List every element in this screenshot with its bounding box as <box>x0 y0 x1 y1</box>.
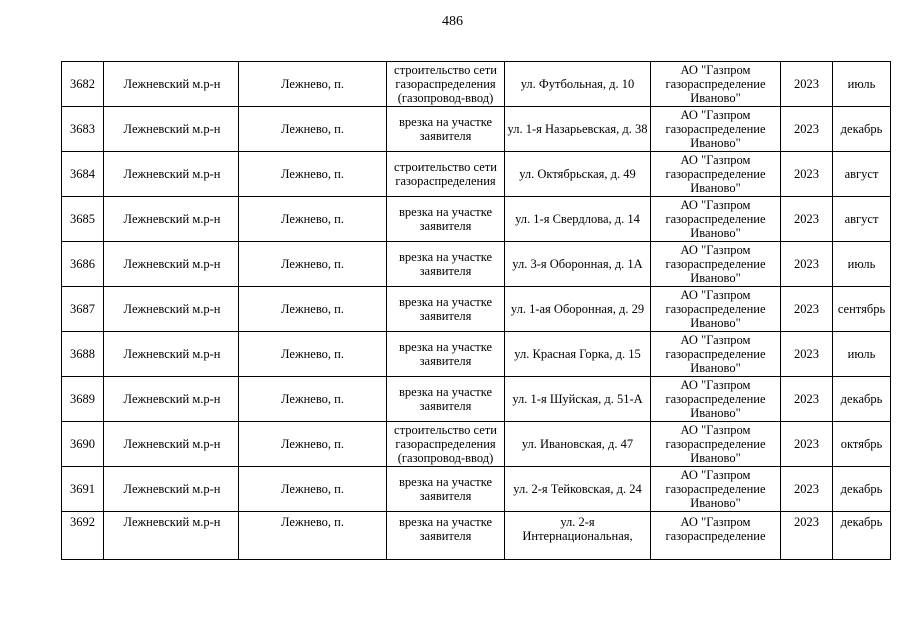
work-type-cell: строительство сети газораспределения (газопровод-ввод) <box>387 62 505 107</box>
organization-cell: АО "Газпром газораспределение <box>651 512 781 560</box>
district-cell: Лежневский м.р-н <box>104 152 239 197</box>
year-cell: 2023 <box>781 332 833 377</box>
year-cell: 2023 <box>781 62 833 107</box>
locality-cell: Лежнево, п. <box>239 197 387 242</box>
page-number: 486 <box>442 14 463 29</box>
work-type-cell: строительство сети газораспределения <box>387 152 505 197</box>
locality-cell: Лежнево, п. <box>239 62 387 107</box>
address-cell: ул. Ивановская, д. 47 <box>505 422 651 467</box>
table-row <box>62 332 891 377</box>
month-cell: декабрь <box>833 377 891 422</box>
table-row <box>62 377 891 422</box>
row-number-cell: 3689 <box>62 377 104 422</box>
year-cell: 2023 <box>781 287 833 332</box>
month-cell: сентябрь <box>833 287 891 332</box>
organization-cell: АО "Газпром газораспределение Иваново" <box>651 242 781 287</box>
organization-cell: АО "Газпром газораспределение Иваново" <box>651 107 781 152</box>
table-body <box>62 62 891 560</box>
address-cell: ул. Красная Горка, д. 15 <box>505 332 651 377</box>
month-cell: декабрь <box>833 512 891 560</box>
address-cell: ул. 1-я Свердлова, д. 14 <box>505 197 651 242</box>
month-cell: июль <box>833 242 891 287</box>
district-cell: Лежневский м.р-н <box>104 377 239 422</box>
work-type-cell: врезка на участке заявителя <box>387 197 505 242</box>
year-cell: 2023 <box>781 197 833 242</box>
row-number-cell: 3686 <box>62 242 104 287</box>
month-cell: август <box>833 152 891 197</box>
district-cell: Лежневский м.р-н <box>104 62 239 107</box>
work-type-cell: врезка на участке заявителя <box>387 377 505 422</box>
year-cell: 2023 <box>781 107 833 152</box>
locality-cell: Лежнево, п. <box>239 422 387 467</box>
month-cell: июль <box>833 62 891 107</box>
table-row <box>62 422 891 467</box>
row-number-cell: 3692 <box>62 512 104 560</box>
district-cell: Лежневский м.р-н <box>104 242 239 287</box>
month-cell: декабрь <box>833 107 891 152</box>
row-number-cell: 3683 <box>62 107 104 152</box>
row-number-cell: 3684 <box>62 152 104 197</box>
organization-cell: АО "Газпром газораспределение Иваново" <box>651 152 781 197</box>
row-number-cell: 3688 <box>62 332 104 377</box>
district-cell: Лежневский м.р-н <box>104 467 239 512</box>
address-cell: ул. Футбольная, д. 10 <box>505 62 651 107</box>
month-cell: июль <box>833 332 891 377</box>
year-cell: 2023 <box>781 377 833 422</box>
month-cell: октябрь <box>833 422 891 467</box>
work-type-cell: врезка на участке заявителя <box>387 512 505 560</box>
table-row <box>62 512 891 560</box>
locality-cell: Лежнево, п. <box>239 287 387 332</box>
table-row <box>62 62 891 107</box>
row-number-cell: 3691 <box>62 467 104 512</box>
address-cell: ул. 1-я Назарьевская, д. 38 <box>505 107 651 152</box>
district-cell: Лежневский м.р-н <box>104 512 239 560</box>
row-number-cell: 3687 <box>62 287 104 332</box>
organization-cell: АО "Газпром газораспределение Иваново" <box>651 377 781 422</box>
table-row <box>62 467 891 512</box>
district-cell: Лежневский м.р-н <box>104 107 239 152</box>
table-row <box>62 152 891 197</box>
locality-cell: Лежнево, п. <box>239 467 387 512</box>
month-cell: декабрь <box>833 467 891 512</box>
table-row <box>62 107 891 152</box>
work-type-cell: врезка на участке заявителя <box>387 107 505 152</box>
works-table <box>61 61 891 560</box>
organization-cell: АО "Газпром газораспределение Иваново" <box>651 467 781 512</box>
locality-cell: Лежнево, п. <box>239 152 387 197</box>
organization-cell: АО "Газпром газораспределение Иваново" <box>651 332 781 377</box>
table-row <box>62 242 891 287</box>
address-cell: ул. 2-я Тейковская, д. 24 <box>505 467 651 512</box>
district-cell: Лежневский м.р-н <box>104 332 239 377</box>
work-type-cell: врезка на участке заявителя <box>387 467 505 512</box>
address-cell: ул. Октябрьская, д. 49 <box>505 152 651 197</box>
locality-cell: Лежнево, п. <box>239 242 387 287</box>
row-number-cell: 3690 <box>62 422 104 467</box>
organization-cell: АО "Газпром газораспределение Иваново" <box>651 287 781 332</box>
address-cell: ул. 3-я Оборонная, д. 1А <box>505 242 651 287</box>
work-type-cell: врезка на участке заявителя <box>387 287 505 332</box>
organization-cell: АО "Газпром газораспределение Иваново" <box>651 62 781 107</box>
work-type-cell: врезка на участке заявителя <box>387 242 505 287</box>
table-container <box>61 61 886 551</box>
row-number-cell: 3685 <box>62 197 104 242</box>
table-row <box>62 287 891 332</box>
district-cell: Лежневский м.р-н <box>104 287 239 332</box>
address-cell: ул. 2-я Интернациональная, <box>505 512 651 560</box>
address-cell: ул. 1-я Шуйская, д. 51-А <box>505 377 651 422</box>
year-cell: 2023 <box>781 242 833 287</box>
locality-cell: Лежнево, п. <box>239 332 387 377</box>
year-cell: 2023 <box>781 422 833 467</box>
district-cell: Лежневский м.р-н <box>104 197 239 242</box>
month-cell: август <box>833 197 891 242</box>
year-cell: 2023 <box>781 512 833 560</box>
locality-cell: Лежнево, п. <box>239 107 387 152</box>
row-number-cell: 3682 <box>62 62 104 107</box>
work-type-cell: врезка на участке заявителя <box>387 332 505 377</box>
work-type-cell: строительство сети газораспределения (газопровод-ввод) <box>387 422 505 467</box>
district-cell: Лежневский м.р-н <box>104 422 239 467</box>
address-cell: ул. 1-ая Оборонная, д. 29 <box>505 287 651 332</box>
table-row <box>62 197 891 242</box>
organization-cell: АО "Газпром газораспределение Иваново" <box>651 197 781 242</box>
year-cell: 2023 <box>781 152 833 197</box>
locality-cell: Лежнево, п. <box>239 377 387 422</box>
year-cell: 2023 <box>781 467 833 512</box>
locality-cell: Лежнево, п. <box>239 512 387 560</box>
organization-cell: АО "Газпром газораспределение Иваново" <box>651 422 781 467</box>
